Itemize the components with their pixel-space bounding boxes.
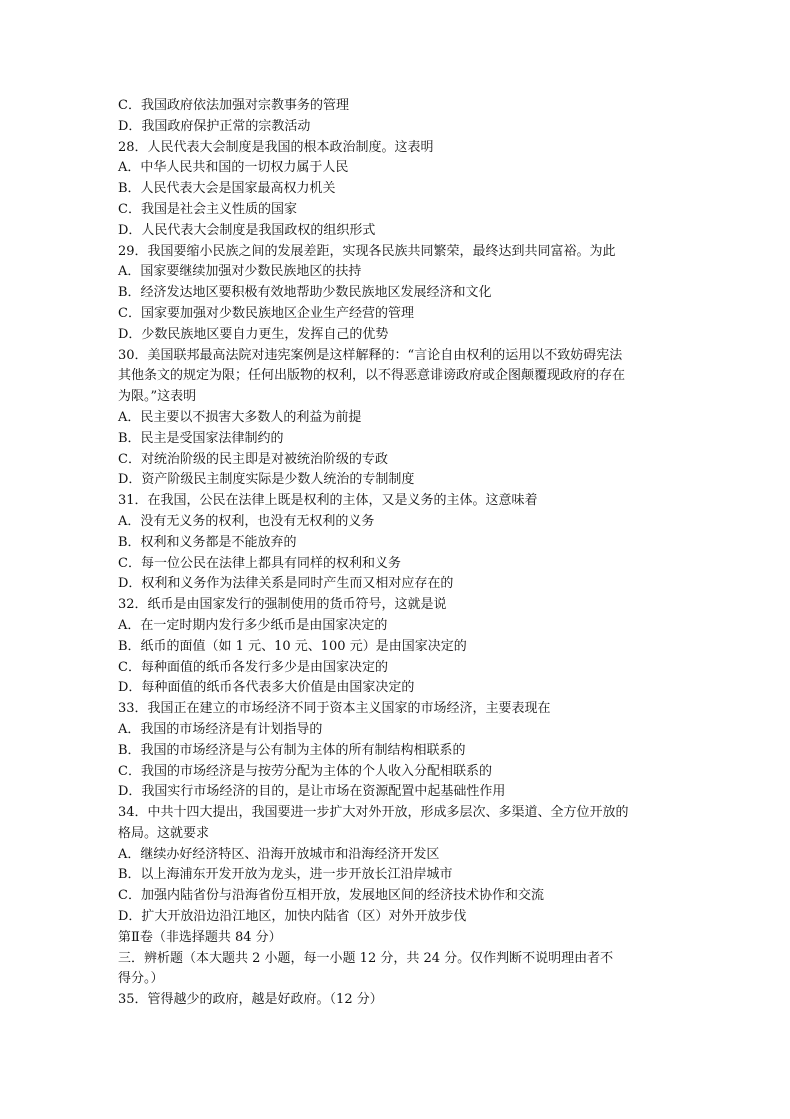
section-3-heading-line-2: 得分。） <box>118 971 164 987</box>
question-30-line-2: 其他条文的规定为限；任何出版物的权利，以不得恶意诽谤政府或企图颠覆现政府的存在 <box>118 368 626 384</box>
option-34b: B．以上海浦东开发开放为龙头，进一步开放长江沿岸城市 <box>118 867 453 883</box>
option-32a: A．在一定时期内发行多少纸币是由国家决定的 <box>118 617 388 633</box>
option-33d: D．我国实行市场经济的目的，是让市场在资源配置中起基础性作用 <box>118 784 506 800</box>
option-30b: B．民主是受国家法律制约的 <box>118 430 284 446</box>
option-29a: A．国家要继续加强对少数民族地区的扶持 <box>118 264 362 280</box>
option-33b: B．我国的市场经济是与公有制为主体的所有制结构相联系的 <box>118 742 466 758</box>
question-31: 31．在我国，公民在法律上既是权利的主体，又是义务的主体。这意味着 <box>118 493 538 509</box>
option-31d: D．权利和义务作为法律关系是同时产生而又相对应存在的 <box>118 576 454 592</box>
question-35: 35．管得越少的政府，越是好政府。（12 分） <box>118 992 383 1008</box>
option-34a: A．继续办好经济特区、沿海开放城市和沿海经济开发区 <box>118 846 440 862</box>
question-34-line-2: 格局。这就要求 <box>118 825 210 841</box>
question-30-line-3: 为限。”这表明 <box>118 389 197 405</box>
question-32: 32．纸币是由国家发行的强制使用的货币符号，这就是说 <box>118 597 447 613</box>
part-2-heading: 第Ⅱ卷（非选择题共 84 分） <box>118 929 282 945</box>
option-31b: B．权利和义务都是不能放弃的 <box>118 534 297 550</box>
document-body <box>118 96 674 1011</box>
option-31c: C．每一位公民在法律上都具有同样的权利和义务 <box>118 555 401 571</box>
option-31a: A．没有无义务的权利，也没有无权利的义务 <box>118 513 375 529</box>
option-28b: B．人民代表大会是国家最高权力机关 <box>118 181 336 197</box>
question-29: 29．我国要缩小民族之间的发展差距，实现各民族共同繁荣，最终达到共同富裕。为此 <box>118 243 616 259</box>
question-28: 28．人民代表大会制度是我国的根本政治制度。这表明 <box>118 139 434 155</box>
option-28d: D．人民代表大会制度是我国政权的组织形式 <box>118 222 376 238</box>
option-33a: A．我国的市场经济是有计划指导的 <box>118 721 323 737</box>
option-34d: D．扩大开放沿边沿江地区，加快内陆省（区）对外开放步伐 <box>118 909 467 925</box>
option-32c: C．每种面值的纸币各发行多少是由国家决定的 <box>118 659 388 675</box>
option-32d: D．每种面值的纸币各代表多大价值是由国家决定的 <box>118 680 415 696</box>
option-30d: D．资产阶级民主制度实际是少数人统治的专制制度 <box>118 472 415 488</box>
section-3-heading-line-1: 三．辨析题（本大题共 2 小题，每一小题 12 分，共 24 分。仅作判断不说明理由者不 <box>118 950 614 966</box>
option-30c: C．对统治阶级的民主即是对被统治阶级的专政 <box>118 451 388 467</box>
option-27c: C．我国政府依法加强对宗教事务的管理 <box>118 98 349 113</box>
question-33: 33．我国正在建立的市场经济不同于资本主义国家的市场经济，主要表现在 <box>118 701 551 717</box>
option-28a: A．中华人民共和国的一切权力属于人民 <box>118 160 349 176</box>
option-28c: C．我国是社会主义性质的国家 <box>118 201 297 217</box>
option-34c: C．加强内陆省份与沿海省份互相开放，发展地区间的经济技术协作和交流 <box>118 888 544 904</box>
option-29d: D．少数民族地区要自力更生，发挥自己的优势 <box>118 326 389 342</box>
question-34-line-1: 34．中共十四大提出，我国要进一步扩大对外开放，形成多层次、多渠道、全方位开放的 <box>118 805 629 821</box>
option-32b: B．纸币的面值（如 1 元、10 元、100 元）是由国家决定的 <box>118 638 467 654</box>
option-29b: B．经济发达地区要积极有效地帮助少数民族地区发展经济和文化 <box>118 285 492 301</box>
option-27d: D．我国政府保护正常的宗教活动 <box>118 118 311 134</box>
option-30a: A．民主要以不损害大多数人的利益为前提 <box>118 409 362 425</box>
question-30-line-1: 30．美国联邦最高法院对违宪案例是这样解释的：“言论自由权利的运用以不致妨碍宪法 <box>118 347 623 363</box>
option-33c: C．我国的市场经济是与按劳分配为主体的个人收入分配相联系的 <box>118 763 492 779</box>
option-29c: C．国家要加强对少数民族地区企业生产经营的管理 <box>118 305 414 321</box>
